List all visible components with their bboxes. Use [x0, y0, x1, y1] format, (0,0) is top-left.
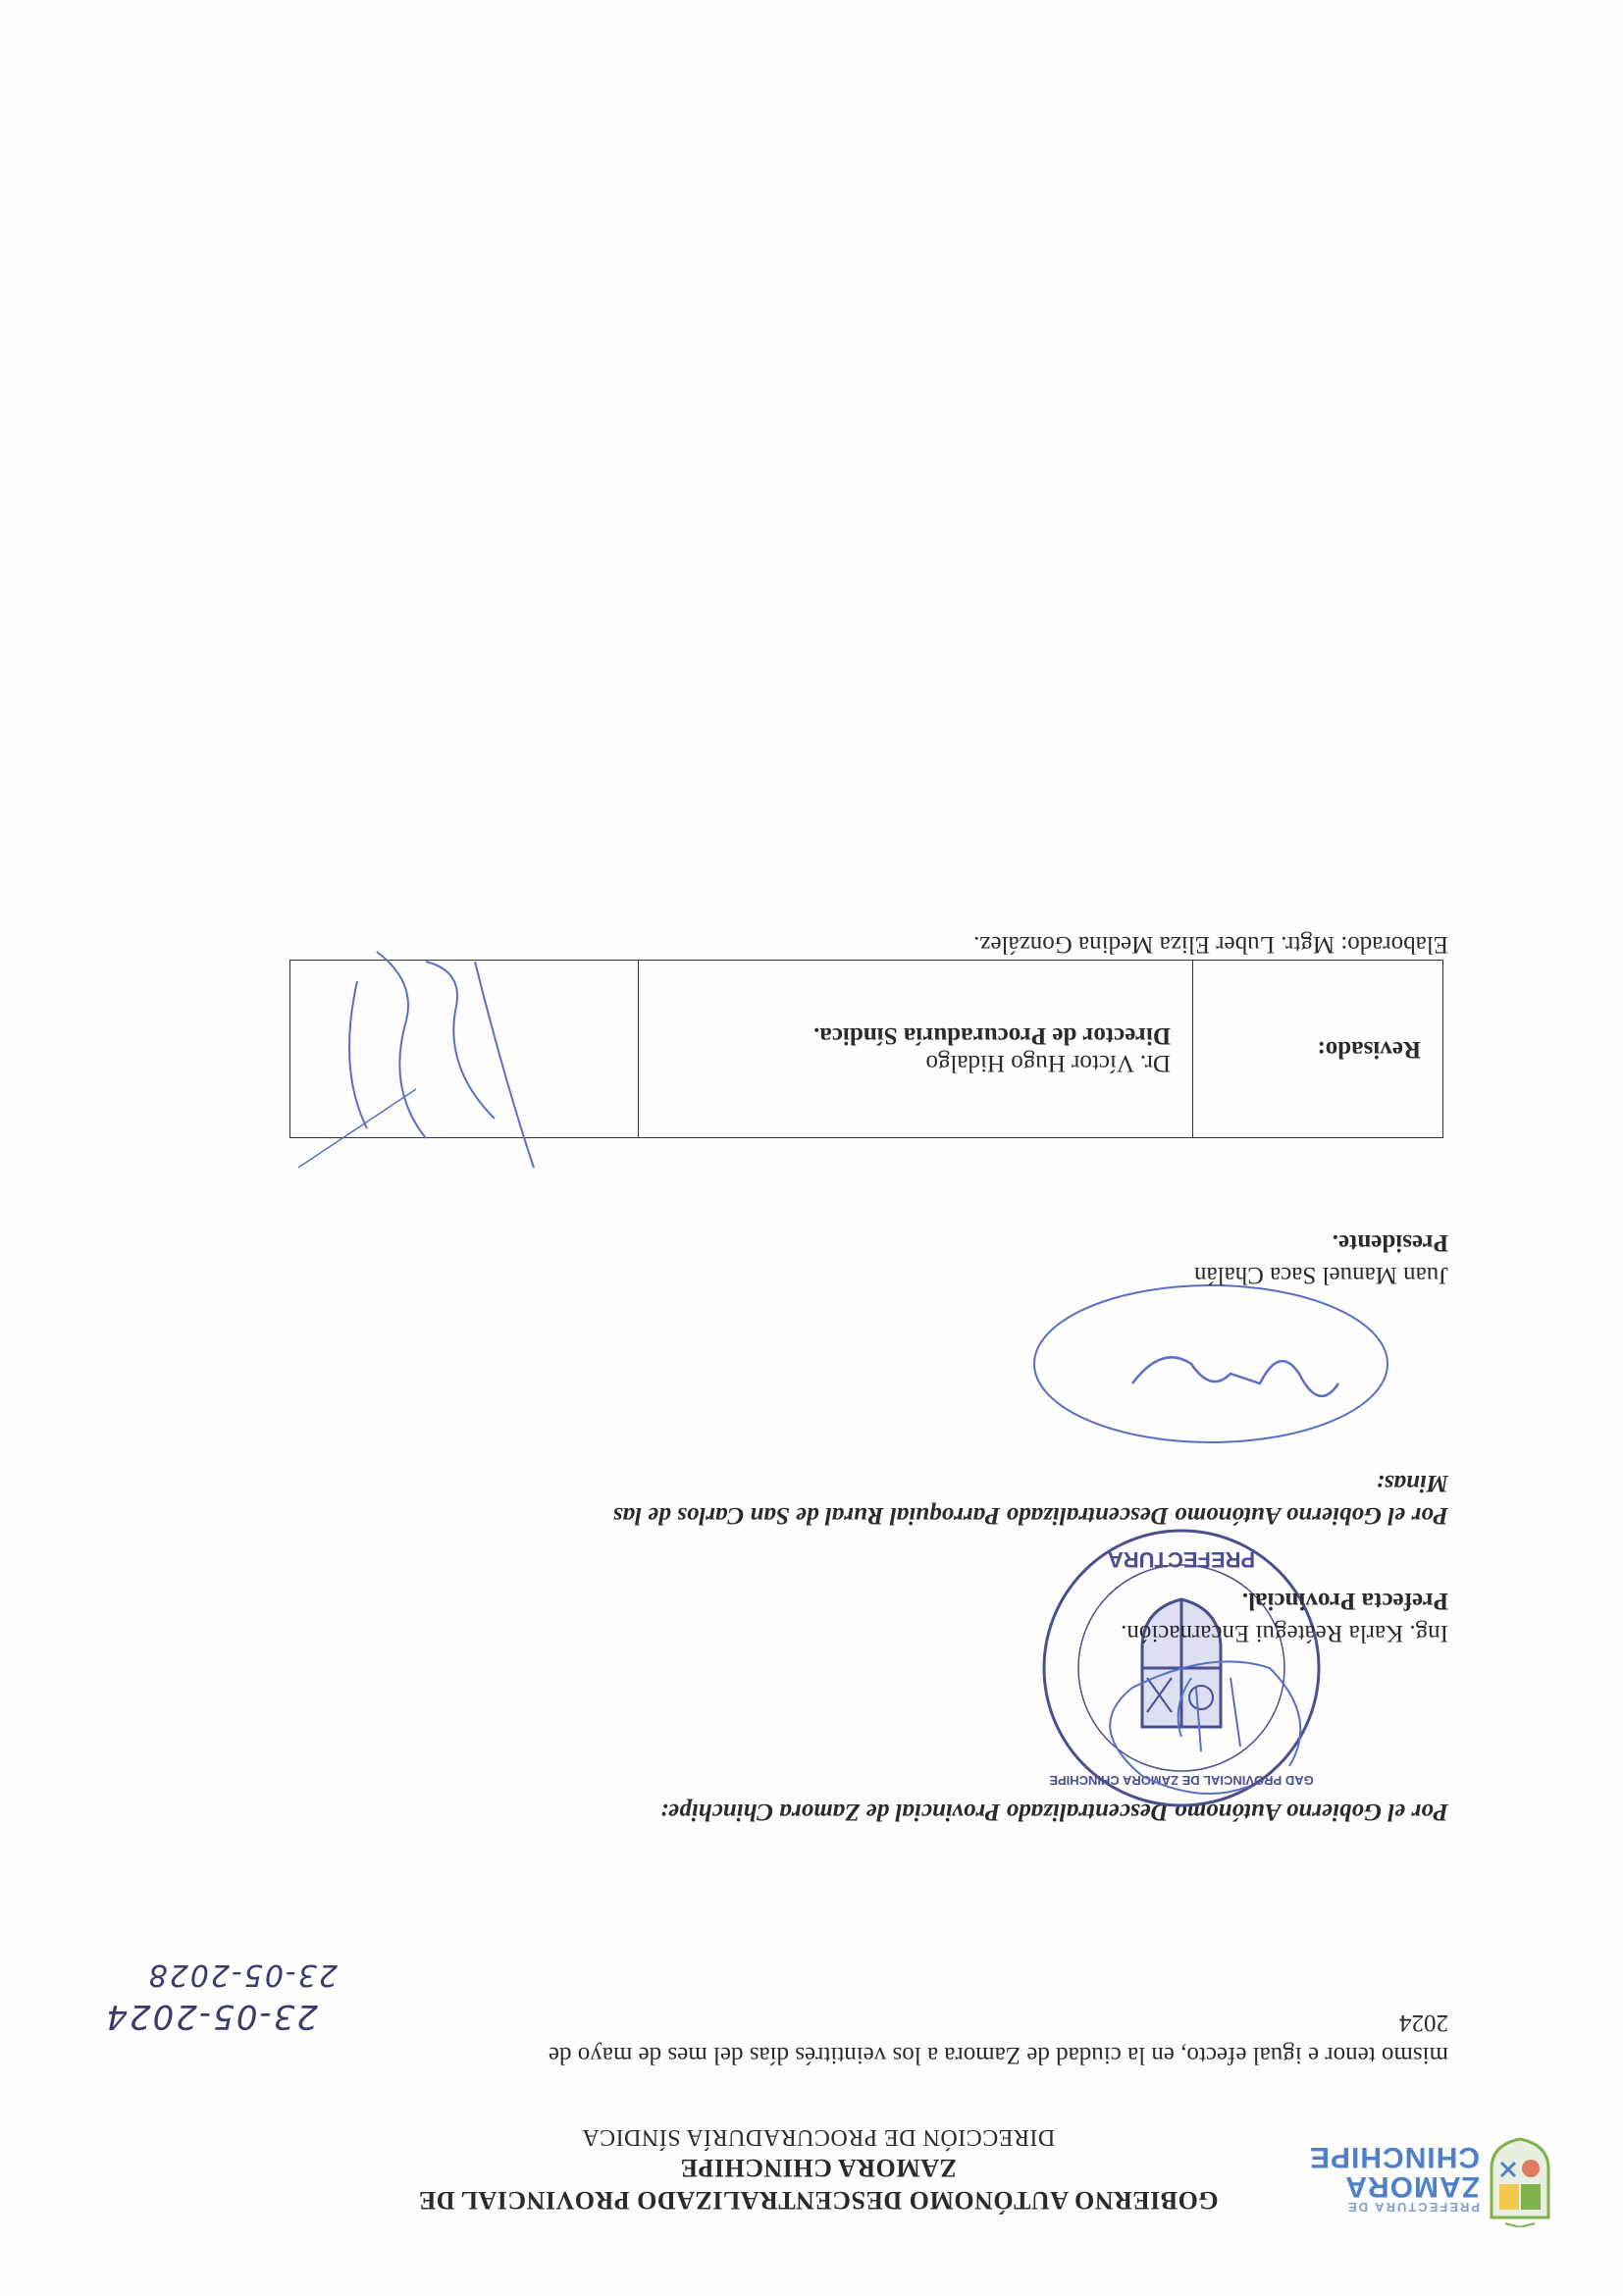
org-name-line2: ZAMORA CHINCHIPE [680, 2154, 957, 2183]
closing-line2: 2024 [1399, 2009, 1448, 2037]
signatory2-block [290, 1226, 1448, 1290]
stamp-ring-text: GAD PROVINCIAL DE ZAMORA CHINCHIPE [1049, 1773, 1314, 1788]
elaborado-line: Elaborado: Mgtr. Luber Eliza Medina González. [973, 931, 1448, 958]
organization-header [288, 2122, 1348, 2216]
logo-prefix: PREFECTURA DE [1345, 2200, 1480, 2215]
logo-chinchipe: CHINCHIPE [1308, 2141, 1480, 2173]
closing-paragraph [290, 2007, 1448, 2070]
logo-zamora: ZAMORA [1344, 2170, 1480, 2203]
review-label: Revisado: [1193, 961, 1443, 1138]
signature-presidente [1024, 1276, 1397, 1452]
reviewer-name: Dr. Víctor Hugo Hidalgo [925, 1050, 1171, 1076]
handwritten-date-1: 23-05-2024 [104, 1997, 318, 2036]
signatory1-block [290, 1585, 1448, 1648]
handwritten-date-2: 23-05-2028 [146, 1957, 338, 1992]
signature-prefecta [1073, 1648, 1329, 1805]
signatory1-name: Ing. Karla Reátegui Encarnación. [1121, 1620, 1448, 1646]
prefecture-logo-emblem [1486, 2137, 1554, 2227]
reviewer-title: Director de Procuraduría Síndica. [813, 1022, 1171, 1049]
signatory2-role: Presidente. [1332, 1229, 1448, 1257]
signatory2-heading-line1: Por el Gobierno Autónomo Descentralizado Parroquial Rural de San Carlos de las [612, 1502, 1448, 1529]
department-name: DIRECCIÓN DE PROCURADURÍA SÍNDICA [581, 2124, 1056, 2150]
signatory2-heading-line2: Minas: [1376, 1470, 1448, 1497]
stamp-top-text: PREFECTURA [1107, 1547, 1256, 1572]
signatory2-heading [290, 1467, 1448, 1531]
org-name-line1: GOBIERNO AUTÓNOMO DESCENTRALIZADO PROVINCIAL DE [418, 2186, 1219, 2215]
reviewer-cell [639, 961, 1193, 1138]
signature-reviewer [279, 932, 563, 1207]
signatory2-name: Juan Manuel Saca Chalán [1194, 1262, 1448, 1288]
signatory1-role: Prefecta Provincial. [1241, 1588, 1448, 1615]
signatory1-heading: Por el Gobierno Autónomo Descentralizado Provincial de Zamora Chinchipe: [659, 1799, 1448, 1825]
closing-line1: mismo tenor e igual efecto, en la ciudad de Zamora a los veintitrés días del mes de mayo de [548, 2042, 1448, 2068]
